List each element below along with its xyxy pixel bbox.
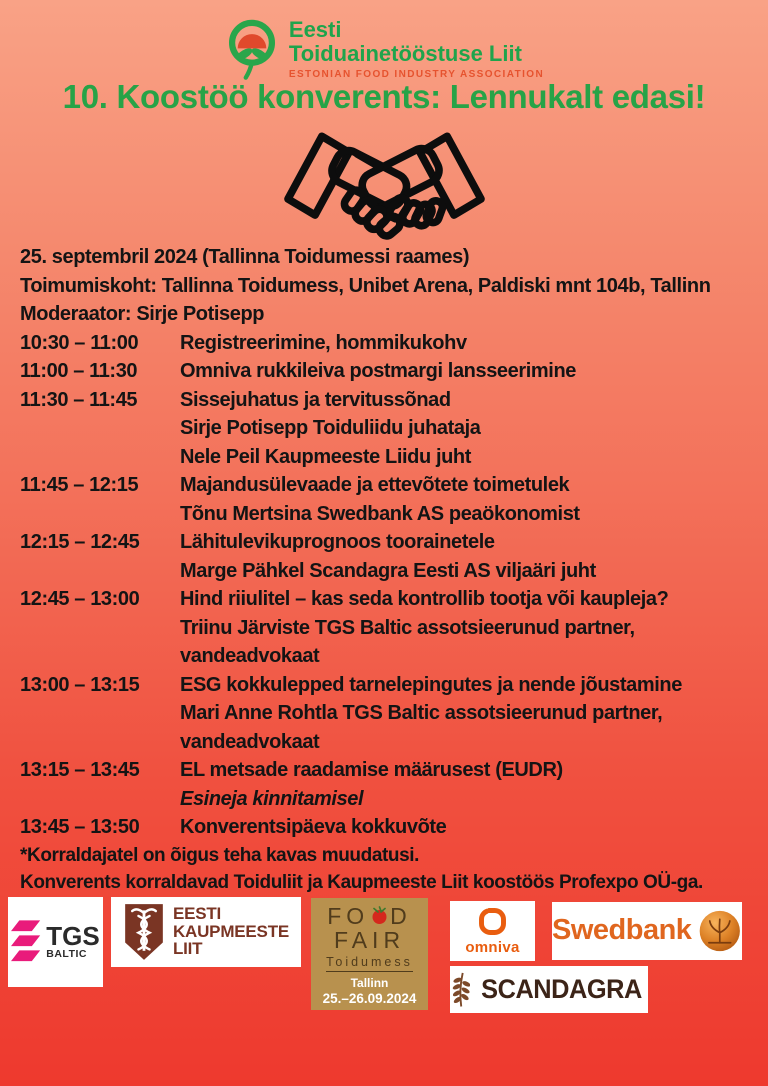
- session-content: [180, 528, 748, 585]
- session-line: ESG kokkulepped tarnelepingutes ja nende jõustamine: [180, 673, 682, 696]
- time-slot: 11:30 – 11:45: [20, 388, 138, 411]
- session-content: [180, 756, 748, 813]
- disclaimer-note: *Korraldajatel on õigus teha kavas muudatusi.: [20, 844, 420, 866]
- omniva-label: omniva: [465, 939, 520, 956]
- time-slot: 13:45 – 13:50: [20, 816, 140, 838]
- food-fair-toidumess-logo: [311, 898, 428, 1010]
- omniva-logo: [450, 901, 535, 961]
- session-line: Lähitulevikuprognoos toorainetele: [180, 531, 495, 553]
- scandagra-label: SCANDAGRA: [481, 973, 642, 1004]
- schedule-row: [20, 329, 748, 358]
- logo-line-3: ESTONIAN FOOD INDUSTRY ASSOCIATION: [288, 69, 545, 80]
- session-line: vandeadvokaat: [180, 645, 320, 667]
- swedbank-coin-icon: [698, 909, 742, 953]
- tgs-baltic-logo: [8, 897, 103, 987]
- event-date: 25. septembril 2024 (Tallinna Toidumessi raames): [20, 246, 470, 268]
- association-logo: [0, 0, 768, 80]
- swedbank-logo: [552, 902, 742, 960]
- schedule-list: [20, 329, 748, 842]
- session-line: Hind riiulitel – kas seda kontrollib tootja või kaupleja?: [180, 588, 669, 610]
- time-slot: 11:00 – 11:30: [20, 360, 138, 382]
- schedule-row: [20, 357, 748, 386]
- logo-line-2: Toiduainetööstuse Liit: [288, 41, 522, 66]
- session-line: Omniva rukkileiva postmargi lansseerimine: [180, 360, 577, 382]
- food-fair-word-food: [327, 904, 412, 928]
- tgs-sub: BALTIC: [46, 947, 87, 960]
- kaupmeeste-line-1: EESTI: [172, 904, 222, 924]
- session-content: [180, 585, 748, 671]
- food-text-fo: FO: [327, 902, 370, 929]
- kaupmeeste-line-2: KAUPMEESTE: [172, 921, 290, 941]
- schedule-row: [20, 386, 748, 472]
- toiduliit-logo-icon: [224, 12, 280, 86]
- sponsor-logos: [0, 896, 768, 1020]
- session-content: [180, 671, 748, 757]
- session-content: [180, 813, 748, 842]
- session-content: [180, 329, 748, 358]
- schedule-row: [20, 756, 748, 813]
- kaupmeeste-line-3: LIIT: [172, 939, 203, 959]
- schedule-row: [20, 813, 748, 842]
- schedule-row: [20, 585, 748, 671]
- time-slot: 12:45 – 13:00: [20, 588, 140, 610]
- kaupmeeste-shield-icon: [123, 902, 165, 962]
- food-text-d: D: [390, 902, 412, 929]
- session-line: Marge Pähkel Scandagra Eesti AS viljaäri juht: [180, 559, 596, 582]
- tomato-icon: [371, 906, 388, 925]
- event-moderator: Moderaator: Sirje Potisepp: [20, 303, 265, 325]
- session-line: vandeadvokaat: [180, 730, 320, 753]
- swedbank-label: Swedbank: [552, 914, 692, 946]
- wheat-icon: [451, 969, 470, 1009]
- time-slot: 13:15 – 13:45: [20, 759, 140, 781]
- time-slot: 11:45 – 12:15: [20, 474, 139, 496]
- session-line: Mari Anne Rohtla TGS Baltic assotsieerunud partner,: [180, 702, 663, 724]
- food-fair-date: 25.–26.09.2024: [322, 990, 417, 1006]
- logo-line-1: Eesti: [288, 17, 342, 42]
- session-line: EL metsade raadamise määrusest (EUDR): [180, 759, 563, 781]
- food-fair-subtitle: Toidumess: [326, 955, 413, 972]
- page-title: 10. Koostöö konverents: Lennukalt edasi!: [62, 78, 706, 115]
- time-slot: 13:00 – 13:15: [20, 673, 140, 696]
- omniva-icon: [476, 905, 509, 938]
- session-line: Nele Peil Kaupmeeste Liidu juht: [180, 445, 471, 468]
- program-text: [0, 243, 768, 896]
- time-slot: 12:15 – 12:45: [20, 531, 140, 553]
- event-venue: Toimumiskoht: Tallinna Toidumess, Unibet Arena, Paldiski mnt 104b, Tallinn: [20, 274, 711, 297]
- schedule-row: [20, 471, 748, 528]
- handshake-icon: [0, 116, 768, 243]
- event-info: [20, 243, 748, 329]
- session-content: [180, 357, 748, 386]
- session-line: Esineja kinnitamisel: [180, 787, 364, 810]
- schedule-row: [20, 528, 748, 585]
- kaupmeeste-liit-logo: [111, 897, 301, 967]
- tgs-name: TGS: [46, 920, 100, 951]
- session-content: [180, 471, 748, 528]
- food-fair-city: Tallinn: [350, 975, 389, 990]
- time-slot: 10:30 – 11:00: [20, 331, 139, 354]
- session-line: Tõnu Mertsina Swedbank AS peaökonomist: [180, 502, 580, 525]
- tgs-baltic-icon: [11, 919, 41, 965]
- session-line: Konverentsipäeva kokkuvõte: [180, 816, 447, 838]
- session-line: Registreerimine, hommikukohv: [180, 331, 467, 354]
- session-line: Majandusülevaade ja ettevõtete toimetulek: [180, 474, 570, 496]
- session-line: Sissejuhatus ja tervitussõnad: [180, 388, 451, 411]
- organizers-note: Konverents korraldavad Toiduliit ja Kaupmeeste Liit koostöös Profexpo OÜ-ga.: [20, 871, 703, 893]
- schedule-row: [20, 671, 748, 757]
- session-line: Sirje Potisepp Toiduliidu juhataja: [180, 417, 481, 439]
- session-content: [180, 386, 748, 472]
- scandagra-logo: [450, 966, 648, 1013]
- association-logo-text: [289, 12, 544, 80]
- session-line: Triinu Järviste TGS Baltic assotsieerunud partner,: [180, 616, 635, 639]
- food-fair-word-fair: FAIR: [333, 926, 406, 953]
